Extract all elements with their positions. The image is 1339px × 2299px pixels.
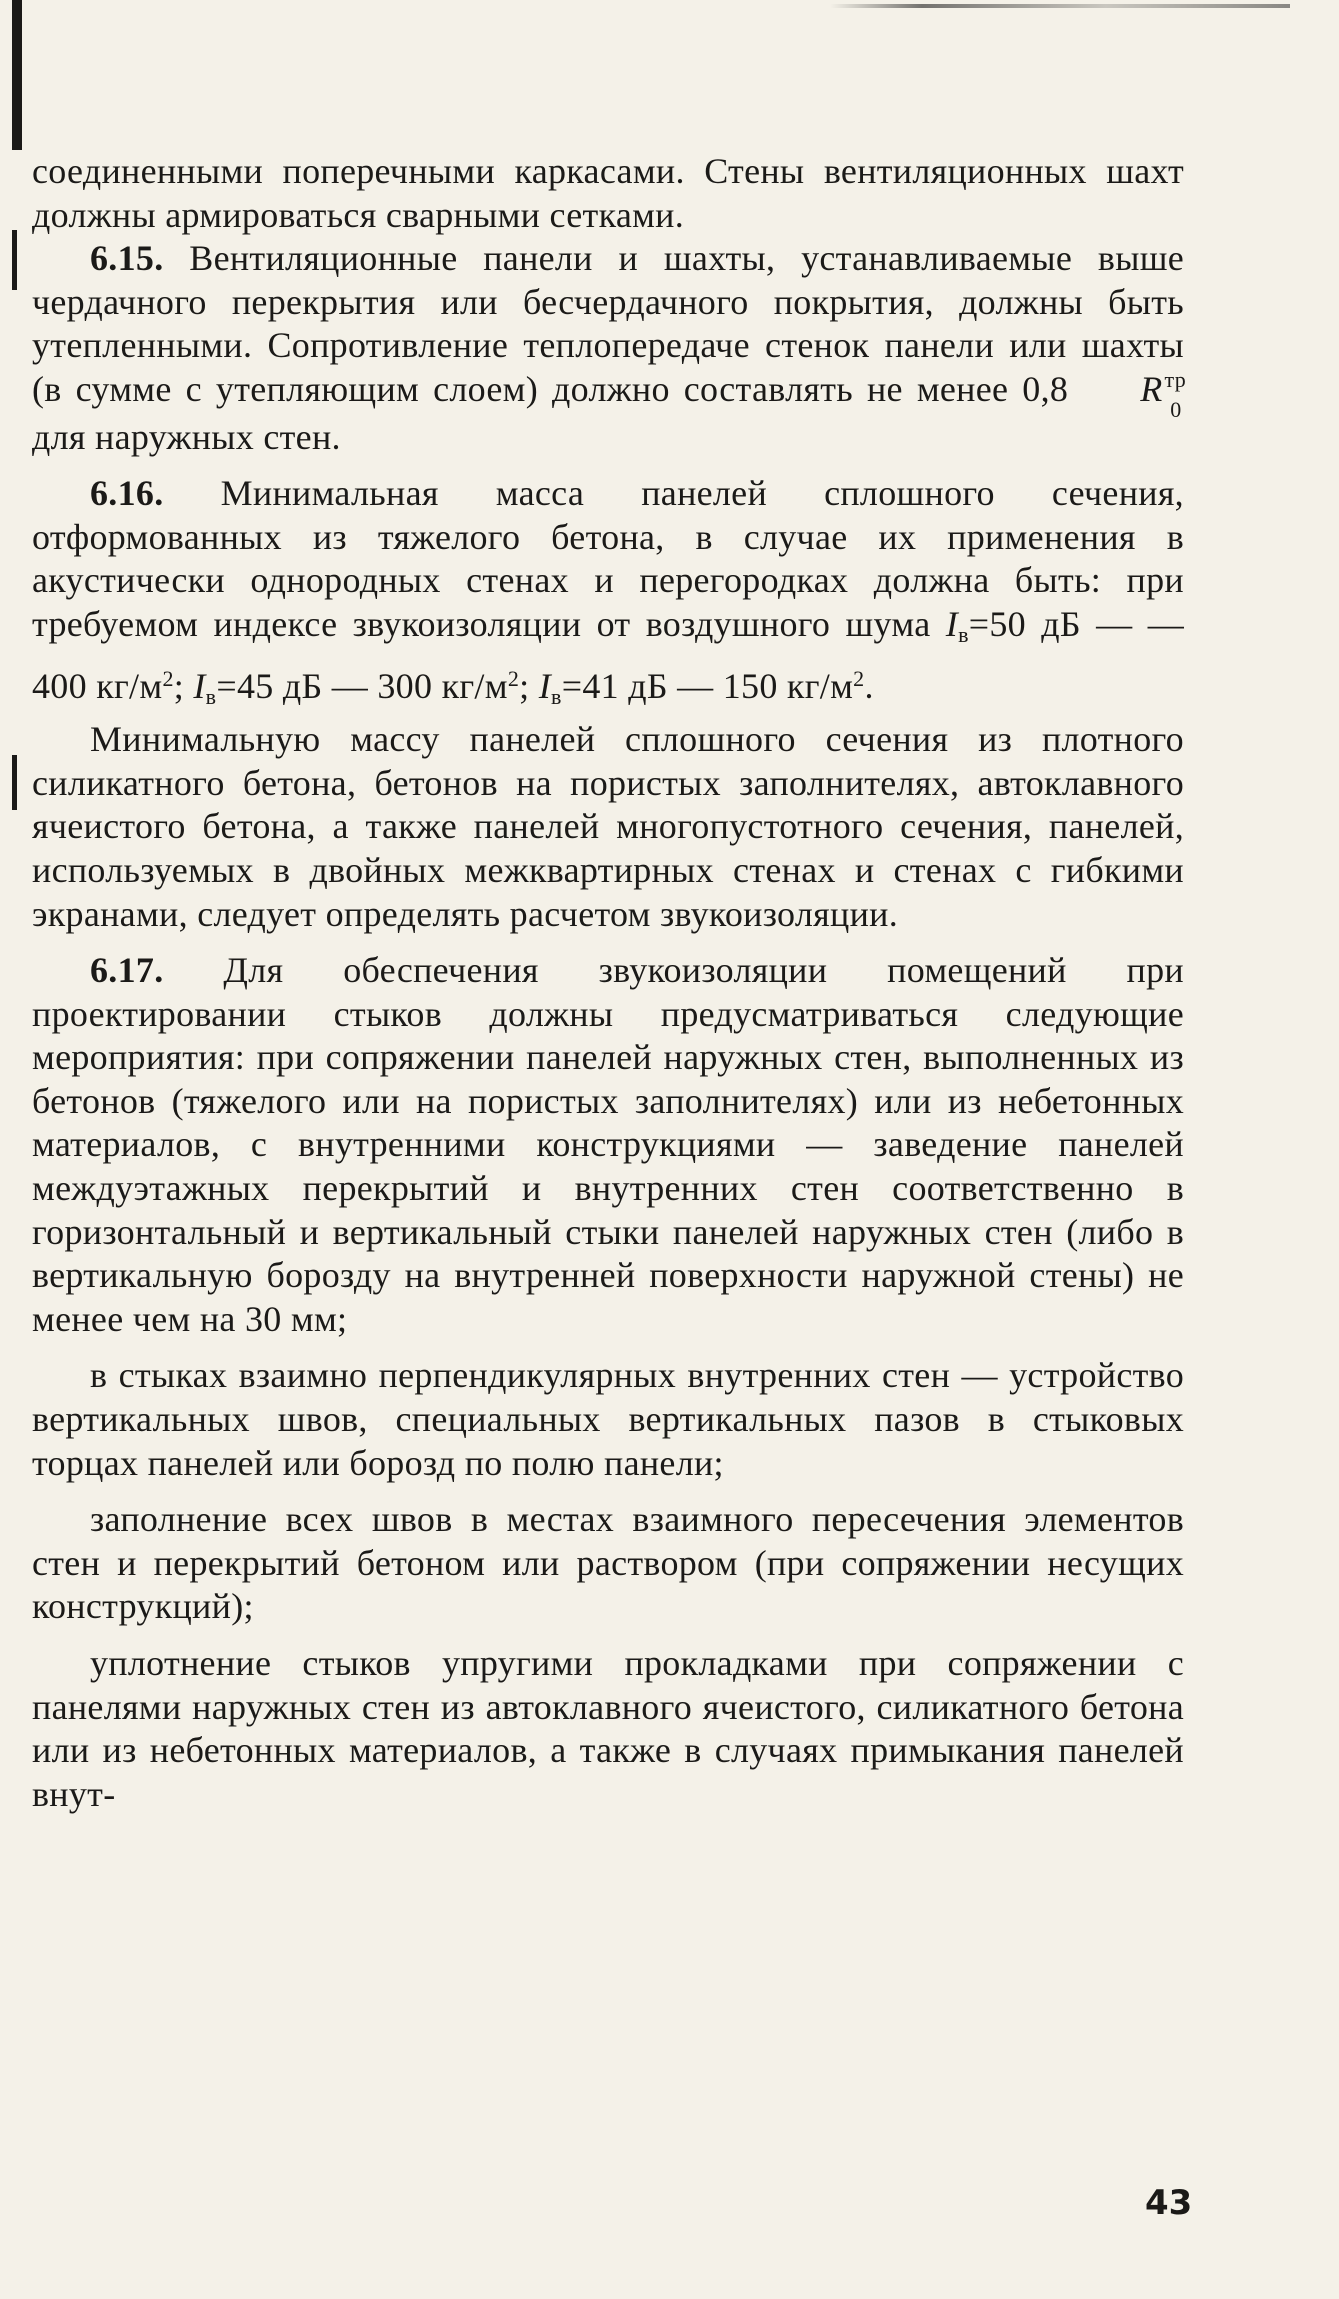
index-symbol: I — [538, 665, 552, 706]
paragraph — [32, 718, 1184, 936]
page-binding-mark — [12, 755, 17, 810]
value-text: =50 дБ — —400 кг/м — [32, 603, 1184, 706]
page-binding-edge — [12, 0, 22, 150]
index-subscript: в — [958, 621, 969, 647]
paragraph — [32, 1498, 1184, 1629]
terminator: . — [864, 665, 874, 706]
index-symbol: I — [193, 665, 206, 706]
paragraph-text: Вентиляционные панели и шахты, устанавливаемые выше чердачного перекрытия или бесчердачного покрытия, должны быть утепленными. Сопротивление теплопередаче стенок панели или шахты (в сумме с утепляющим слоем) должно составлять не менее 0,8 — [32, 238, 1184, 409]
section-number: 6.17. — [90, 950, 164, 991]
paragraph-text: в стыках взаимно перпендикулярных внутренних стен — устройство вертикальных швов, специальных вертикальных пазов в стыковых торцах панелей или борозд по полю панели; — [32, 1355, 1184, 1483]
paragraph — [32, 1354, 1184, 1485]
square-superscript: 2 — [853, 665, 865, 691]
value-text: =41 дБ — 150 кг/м — [561, 665, 854, 706]
paragraph-text: Для обеспечения звукоизоляции помещений при проектировании стыков должны предусматриваться следующие мероприятия: при сопряжении панелей наружных стен, выполненных из бетонов (тяжелого или на пористых заполнителях) или из небетонных материалов, с внутренними конструкциями — заведение панелей междуэтажных перекрытий и внутренних стен соответственно в горизонтальный и вертикальный стыки панелей наружных стен (либо в вертикальную борозду на внутренней поверхности наружной стены) не менее чем на 30 мм; — [32, 950, 1184, 1339]
paragraph-6-17 — [32, 949, 1184, 1341]
square-superscript: 2 — [162, 665, 174, 691]
page-binding-mark — [12, 230, 17, 290]
symbol-superscript: тр — [1164, 366, 1186, 392]
page-number: 43 — [1145, 2183, 1193, 2223]
paragraph-6-15 — [32, 237, 1184, 459]
index-subscript: в — [551, 683, 562, 709]
paragraph-text: заполнение всех швов в местах взаимного пересечения элементов стен и перекрытий бетоном или раствором (при сопряжении несущих конструкций); — [32, 1499, 1184, 1627]
separator: ; — [519, 665, 539, 706]
paragraph-text: Минимальную массу панелей сплошного сечения из плотного силикатного бетона, бетонов на пористых заполнителях, автоклавного ячеистого бетона, а также панелей многопустотного сечения, панелей, используемых в двойных межквартирных стенах и стенах с гибкими экранами, следует определять расчетом звукоизоляции. — [32, 719, 1184, 934]
paragraph-6-16 — [32, 472, 1184, 718]
body-text — [32, 150, 1184, 1816]
index-subscript: в — [205, 683, 217, 709]
paragraph-text: соединенными поперечными каркасами. Стены вентиляционных шахт должны армироваться сварными сетками. — [32, 151, 1184, 235]
paragraph — [32, 1642, 1184, 1816]
square-superscript: 2 — [507, 665, 520, 691]
scan-artifact — [830, 4, 1290, 8]
symbol-letter: R — [1140, 368, 1163, 409]
paragraph-text: уплотнение стыков упругими прокладками при сопряжении с панелями наружных стен из автоклавного ячеистого, силикатного бетона или из небетонных материалов, а также в случаях примыкания панелей внут- — [32, 1643, 1184, 1814]
symbol-subscript: 0 — [1170, 396, 1182, 422]
index-symbol: I — [945, 603, 959, 644]
paragraph-text-end: для наружных стен. — [32, 416, 341, 457]
section-number: 6.16. — [90, 473, 164, 514]
value-text: =45 дБ — 300 кг/м — [216, 665, 508, 706]
resistance-symbol — [1082, 366, 1186, 422]
section-number: 6.15. — [90, 238, 164, 279]
separator: ; — [173, 665, 194, 706]
paragraph-text: Минимальная масса панелей сплошного сечения, отформованных из тяжелого бетона, в случае их применения в акустически однородных стенах и перегородках должна быть: при требуемом индексе звукоизоляции от воздушного шума — [32, 473, 1184, 644]
paragraph — [32, 150, 1184, 237]
